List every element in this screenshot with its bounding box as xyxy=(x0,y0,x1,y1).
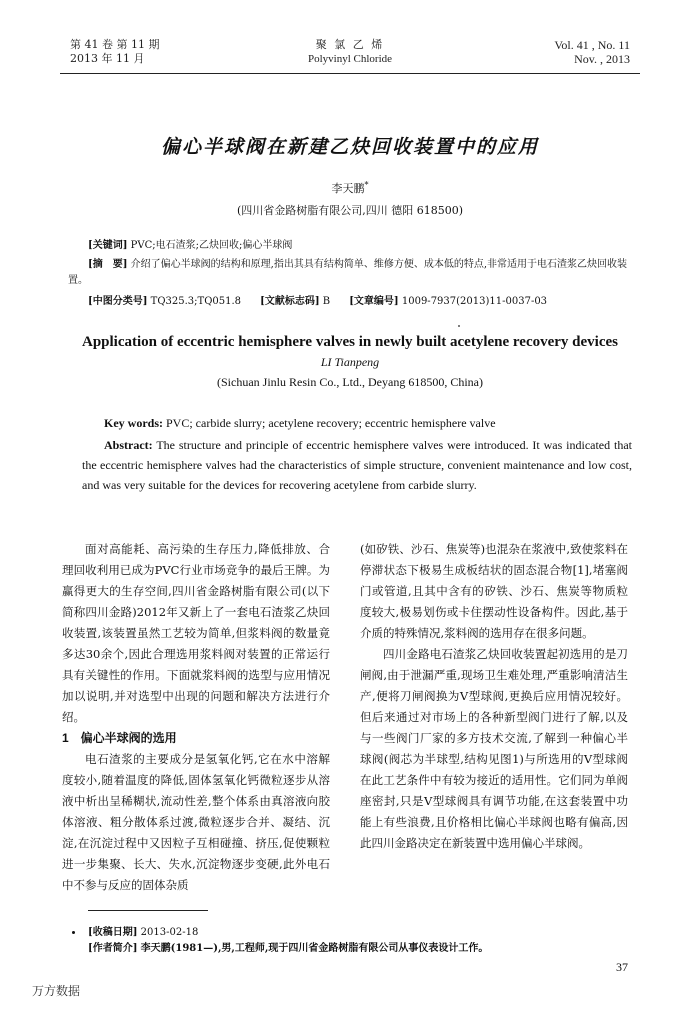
body-column-right xyxy=(360,539,628,854)
body-paragraph: 四川金路电石渣浆乙炔回收装置起初选用的是刀闸阀,由于泄漏严重,现场卫生难处理,严重影响清洁生产,便将刀闸阀换为V型球阀,更换后应用情况较好。但后来通过对市场上的各种新型阀门进行了解,以及与一些阀门厂家的多方技术交流,了解到一种偏心半球阀(阀芯为半球型,结构见图1)与所选用的V型球阀在此工艺条件中有较为接近的适用性。它们同为单阀座密封,只是V型球阀具有调节功能,在这套装置中功能上有些浪费,且价格相比偏心半球阀也略有偏高,因此四川金路决定在新装置中选用偏心半球阀。 xyxy=(360,647,628,850)
print-speck xyxy=(458,325,460,327)
abstract-cn xyxy=(68,257,628,289)
received-date xyxy=(88,925,628,940)
body-paragraph: (如矽铁、沙石、焦炭等)也混杂在浆液中,致使浆料在停滞状态下极易生成板结状的固态混合物[1],堵塞阀门或管道,且其中含有的矽铁、沙石、焦炭等物质粒度较大,极易划伤或卡住摆动性设备构件。因此,基于介质的特殊情况,浆料阀的选用存在很多问题。 xyxy=(360,542,628,640)
footnote-divider xyxy=(88,910,208,911)
watermark: 万方数据 xyxy=(32,984,81,998)
clc-value: TQ325.3;TQ051.8 xyxy=(150,296,242,307)
journal-name xyxy=(250,38,450,66)
doc-code-value: B xyxy=(322,296,331,307)
received-value: 2013-02-18 xyxy=(140,927,199,938)
affiliation-cn: (四川省金路树脂有限公司,四川 德阳 618500) xyxy=(236,204,464,217)
body-paragraph: 电石渣浆的主要成分是氢氧化钙,它在水中溶解度较小,随着温度的降低,固体氢氧化钙微粒逐步从溶液中析出呈稀糊状,流动性差,整个体系由真溶液向胶体溶液、粗分散体系过渡,微粒逐步合并、凝结、沉淀,在沉淀过程中又因粒子互相碰撞、挤压,促使颗粒进一步集聚、长大、失水,沉淀物逐步变硬,此外电石中不参与反应的固体杂质 xyxy=(62,752,330,892)
author-name-cn: 李天鹏 xyxy=(331,182,365,195)
abstract-en xyxy=(82,435,632,495)
keywords-cn xyxy=(88,238,628,254)
bio-label: [作者简介] xyxy=(88,943,138,954)
volume-issue-en: Vol. 41 , No. 11 xyxy=(554,38,630,52)
page-number: 37 xyxy=(616,960,628,974)
abstract-cn-text: 介绍了偏心半球阀的结构和原理,指出其具有结构简单、维修方便、成本低的特点,非常适用于电石渣浆乙炔回收装置。 xyxy=(68,259,628,286)
keywords-cn-text: PVC;电石渣浆;乙炔回收;偏心半球阀 xyxy=(130,240,293,251)
abstract-en-label: Abstract: xyxy=(104,438,153,452)
body-paragraph: 面对高能耗、高污染的生存压力,降低排放、合理回收利用已成为PVC行业市场竞争的最后王牌。为赢得更大的生存空间,四川省金路树脂有限公司(以下简称四川金路)2012年又新上了一套电石渣浆乙炔回收装置,该装置虽然工艺较为简单,但浆料阀的数量竟多达30余个,因此合理选用浆料阀对装置的正常运行具有关键性的作用。下面就浆料阀的选型与应用情况加以说明,并对选型中出现的问题和解决方法进行介绍。 xyxy=(62,542,330,724)
bio-value: 李天鹏(1981—),男,工程师,现于四川省金路树脂有限公司从事仪表设计工作。 xyxy=(140,943,489,954)
article-title-cn: 偏心半球阀在新建乙炔回收装置中的应用 xyxy=(160,136,539,158)
keywords-en-text: PVC; carbide slurry; acetylene recovery; eccentric hemisphere valve xyxy=(166,416,496,430)
journal-name-en: Polyvinyl Chloride xyxy=(307,53,393,65)
body-column-left xyxy=(62,539,330,896)
bullet-dot xyxy=(72,931,75,934)
author-cn xyxy=(60,180,640,196)
article-id-value: 1009-7937(2013)11-0037-03 xyxy=(401,296,548,307)
classification-line xyxy=(88,294,628,310)
abstract-en-text: The structure and principle of eccentric hemisphere valves were introduced. It was indicated that the eccentric hemisphere valves had the characteristics of simple structure, convenient maintenance and low cost, and was very suitable for the devices for recovering acetylene from carbide slurry. xyxy=(82,438,632,492)
keywords-cn-label: [关键词] xyxy=(88,240,128,251)
article-id-label: [文章编号] xyxy=(349,296,399,307)
keywords-en xyxy=(104,416,634,431)
volume-issue-cn: 第 41 卷 第 11 期 xyxy=(70,38,160,51)
date-en: Nov. , 2013 xyxy=(574,52,630,66)
date-cn: 2013 年 11 月 xyxy=(70,52,145,65)
received-label: [收稿日期] xyxy=(88,927,138,938)
doc-code-label: [文献标志码] xyxy=(260,296,320,307)
section-heading: 1 偏心半球阀的选用 xyxy=(62,731,177,745)
journal-volume-issue xyxy=(70,38,159,66)
abstract-cn-label: [摘 要] xyxy=(88,259,128,270)
keywords-en-label: Key words: xyxy=(104,416,163,430)
journal-name-cn: 聚 氯 乙 烯 xyxy=(315,38,385,51)
journal-volume-issue-en xyxy=(554,38,630,66)
author-footnote-mark: * xyxy=(364,180,369,190)
clc-label: [中图分类号] xyxy=(88,296,148,307)
author-bio xyxy=(88,941,628,956)
affiliation-en: (Sichuan Jinlu Resin Co., Ltd., Deyang 618500, China) xyxy=(217,375,483,389)
header-divider xyxy=(60,73,640,74)
article-title-en: Application of eccentric hemisphere valves in newly built acetylene recovery devices xyxy=(81,334,618,350)
author-en: LI Tianpeng xyxy=(320,355,380,369)
